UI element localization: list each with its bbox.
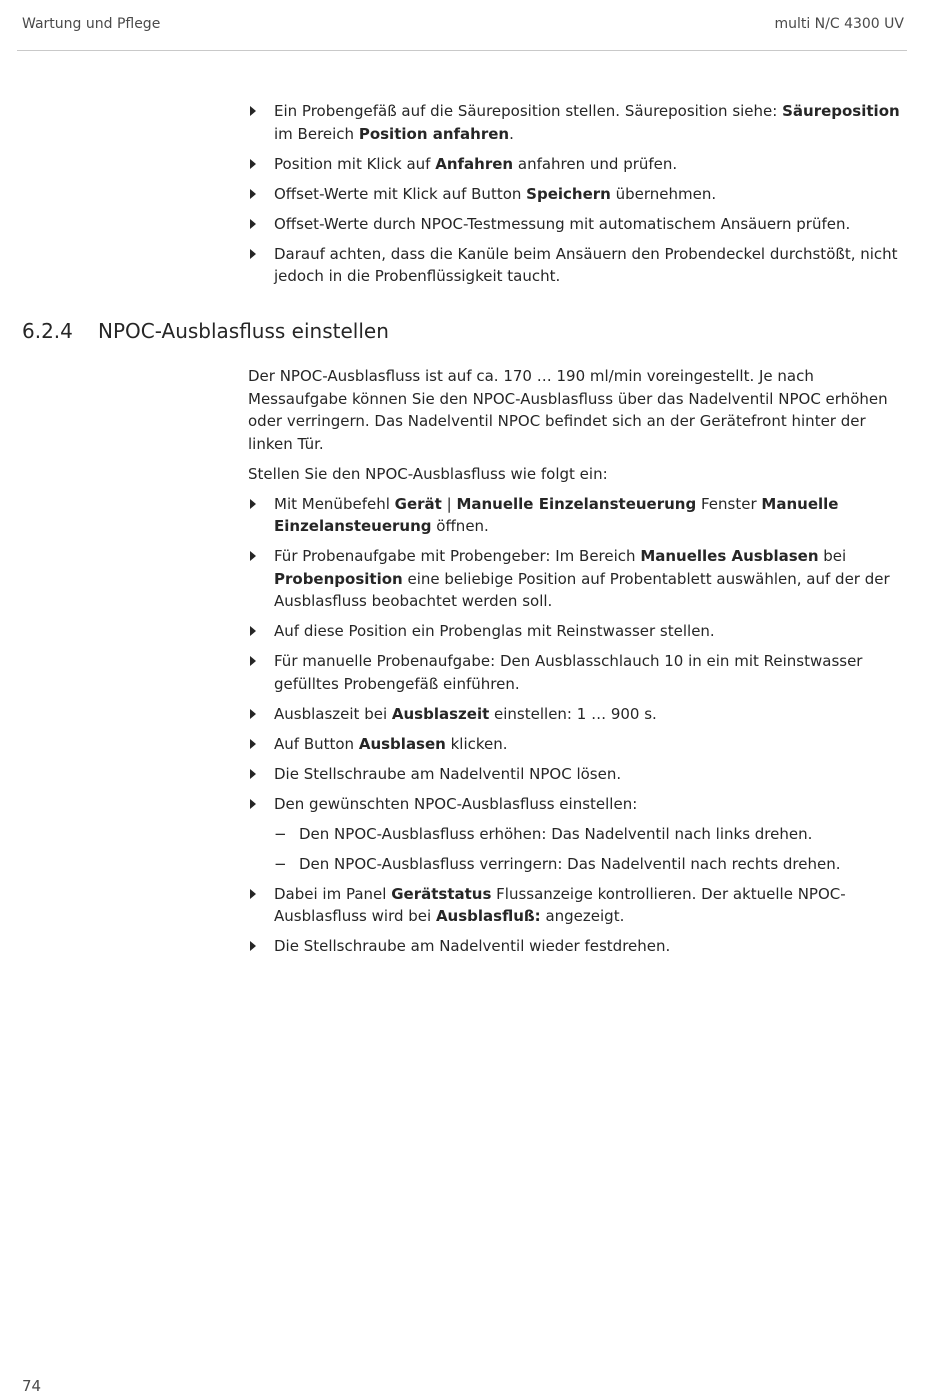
emphasis-term: Säureposition <box>782 102 900 120</box>
arrow-bullet-icon <box>250 551 256 561</box>
step-text: Offset-Werte mit Klick auf Button Speichern übernehmen. <box>274 184 717 203</box>
step-item <box>248 763 908 786</box>
step-text: Den NPOC-Ausblasfluss verringern: Das Nadelventil nach rechts drehen. <box>299 854 841 873</box>
step-item <box>248 243 908 288</box>
step-item <box>248 883 908 928</box>
arrow-bullet-icon <box>250 739 256 749</box>
emphasis-term: Ausblaszeit <box>391 704 490 723</box>
arrow-bullet-icon <box>250 769 256 779</box>
page-header <box>22 16 904 36</box>
sub-step-item <box>248 853 908 876</box>
step-item <box>248 183 908 206</box>
emphasis-term: Gerätstatus <box>391 884 492 903</box>
step-text: Position mit Klick auf Anfahren anfahren und prüfen. <box>274 154 678 173</box>
arrow-bullet-icon <box>250 656 256 666</box>
arrow-bullet-icon <box>250 189 256 199</box>
arrow-bullet-icon <box>250 709 256 719</box>
step-text: Die Stellschraube am Nadelventil NPOC lösen. <box>274 764 622 783</box>
step-text: Für Probenaufgabe mit Probengeber: Im Bereich Manuelles Ausblasen bei Probenposition eine beliebige Position auf Probentablett auswählen, auf der der Ausblasfluss beobachtet werden soll. <box>274 547 890 610</box>
step-text: Darauf achten, dass die Kanüle beim Ansäuern den Probendeckel durchstößt, nicht jedoch in die Probenflüssigkeit taucht. <box>274 244 898 285</box>
step-text: Offset-Werte durch NPOC-Testmessung mit automatischem Ansäuern prüfen. <box>274 214 851 233</box>
section-title: NPOC-Ausblasfluss einstellen <box>98 319 389 343</box>
arrow-bullet-icon <box>250 941 256 951</box>
header-product: multi N/C 4300 UV <box>774 16 904 32</box>
emphasis-term: Probenposition <box>274 569 403 588</box>
step-item <box>248 213 908 236</box>
step-item <box>248 545 908 613</box>
arrow-bullet-icon <box>250 249 256 259</box>
sub-step-item <box>248 823 908 846</box>
emphasis-term: Position anfahren <box>358 124 510 143</box>
step-item <box>248 493 908 538</box>
step-item <box>248 935 908 958</box>
step-item <box>248 793 908 816</box>
step-text: Mit Menübefehl Gerät | Manuelle Einzelansteuerung Fenster Manuelle Einzelansteuerung öffnen. <box>274 494 839 535</box>
emphasis-term: Manuelles Ausblasen <box>640 547 819 565</box>
arrow-bullet-icon <box>250 159 256 169</box>
emphasis-term: Manuelle Einzelansteuerung <box>274 494 839 535</box>
step-list <box>248 493 908 958</box>
emphasis-term: Manuelle Einzelansteuerung <box>456 494 697 513</box>
step-item <box>248 650 908 695</box>
step-text: Den NPOC-Ausblasfluss erhöhen: Das Nadelventil nach links drehen. <box>299 824 813 843</box>
arrow-bullet-icon <box>250 799 256 809</box>
section-number: 6.2.4 <box>22 319 73 343</box>
page-number: 74 <box>22 1377 42 1395</box>
emphasis-term: Gerät <box>394 494 442 513</box>
intro-paragraph: Der NPOC-Ausblasfluss ist auf ca. 170 … 190 ml/min voreingestellt. Je nach Messaufgabe können Sie den NPOC-Ausblasfluss über das Nadelventil NPOC erhöhen oder verringern. Das Nadelventil NPOC befindet sich an der Gerätefront hinter der linken Tür. <box>248 367 888 453</box>
step-item <box>248 703 908 726</box>
step-text: Den gewünschten NPOC-Ausblasfluss einstellen: <box>274 794 638 813</box>
step-text: Ein Probengefäß auf die Säureposition stellen. Säureposition siehe: Säureposition im Bereich Position anfahren. <box>274 102 900 143</box>
step-text: Auf diese Position ein Probenglas mit Reinstwasser stellen. <box>274 622 715 640</box>
step-text: Ausblaszeit bei Ausblaszeit einstellen: 1 … 900 s. <box>274 704 657 723</box>
arrow-bullet-icon <box>250 626 256 636</box>
section-heading <box>22 318 389 344</box>
emphasis-term: Ausblasen <box>358 734 446 753</box>
step-item <box>248 733 908 756</box>
arrow-bullet-icon <box>250 106 256 116</box>
step-item <box>248 620 908 643</box>
step-item <box>248 153 908 176</box>
emphasis-term: Speichern <box>526 184 611 203</box>
dash-bullet: − <box>274 824 287 843</box>
arrow-bullet-icon <box>250 889 256 899</box>
step-text: Dabei im Panel Gerätstatus Flussanzeige kontrollieren. Der aktuelle NPOC-Ausblasfluss wird bei Ausblasfluß: angezeigt. <box>274 884 846 925</box>
step-text: Die Stellschraube am Nadelventil wieder festdrehen. <box>274 937 671 955</box>
arrow-bullet-icon <box>250 219 256 229</box>
header-divider <box>17 50 907 51</box>
section-body <box>248 365 908 965</box>
step-list-before <box>248 100 908 295</box>
header-chapter: Wartung und Pflege <box>22 16 161 32</box>
step-text: Für manuelle Probenaufgabe: Den Ausblasschlauch 10 in ein mit Reinstwasser gefülltes Probengefäß einführen. <box>274 652 863 693</box>
step-item <box>248 100 908 145</box>
step-text: Auf Button Ausblasen klicken. <box>274 734 508 753</box>
emphasis-term: Anfahren <box>435 154 514 173</box>
dash-bullet: − <box>274 854 287 873</box>
intro-instruction: Stellen Sie den NPOC-Ausblasfluss wie folgt ein: <box>248 464 608 483</box>
arrow-bullet-icon <box>250 499 256 509</box>
emphasis-term: Ausblasfluß: <box>435 907 541 925</box>
